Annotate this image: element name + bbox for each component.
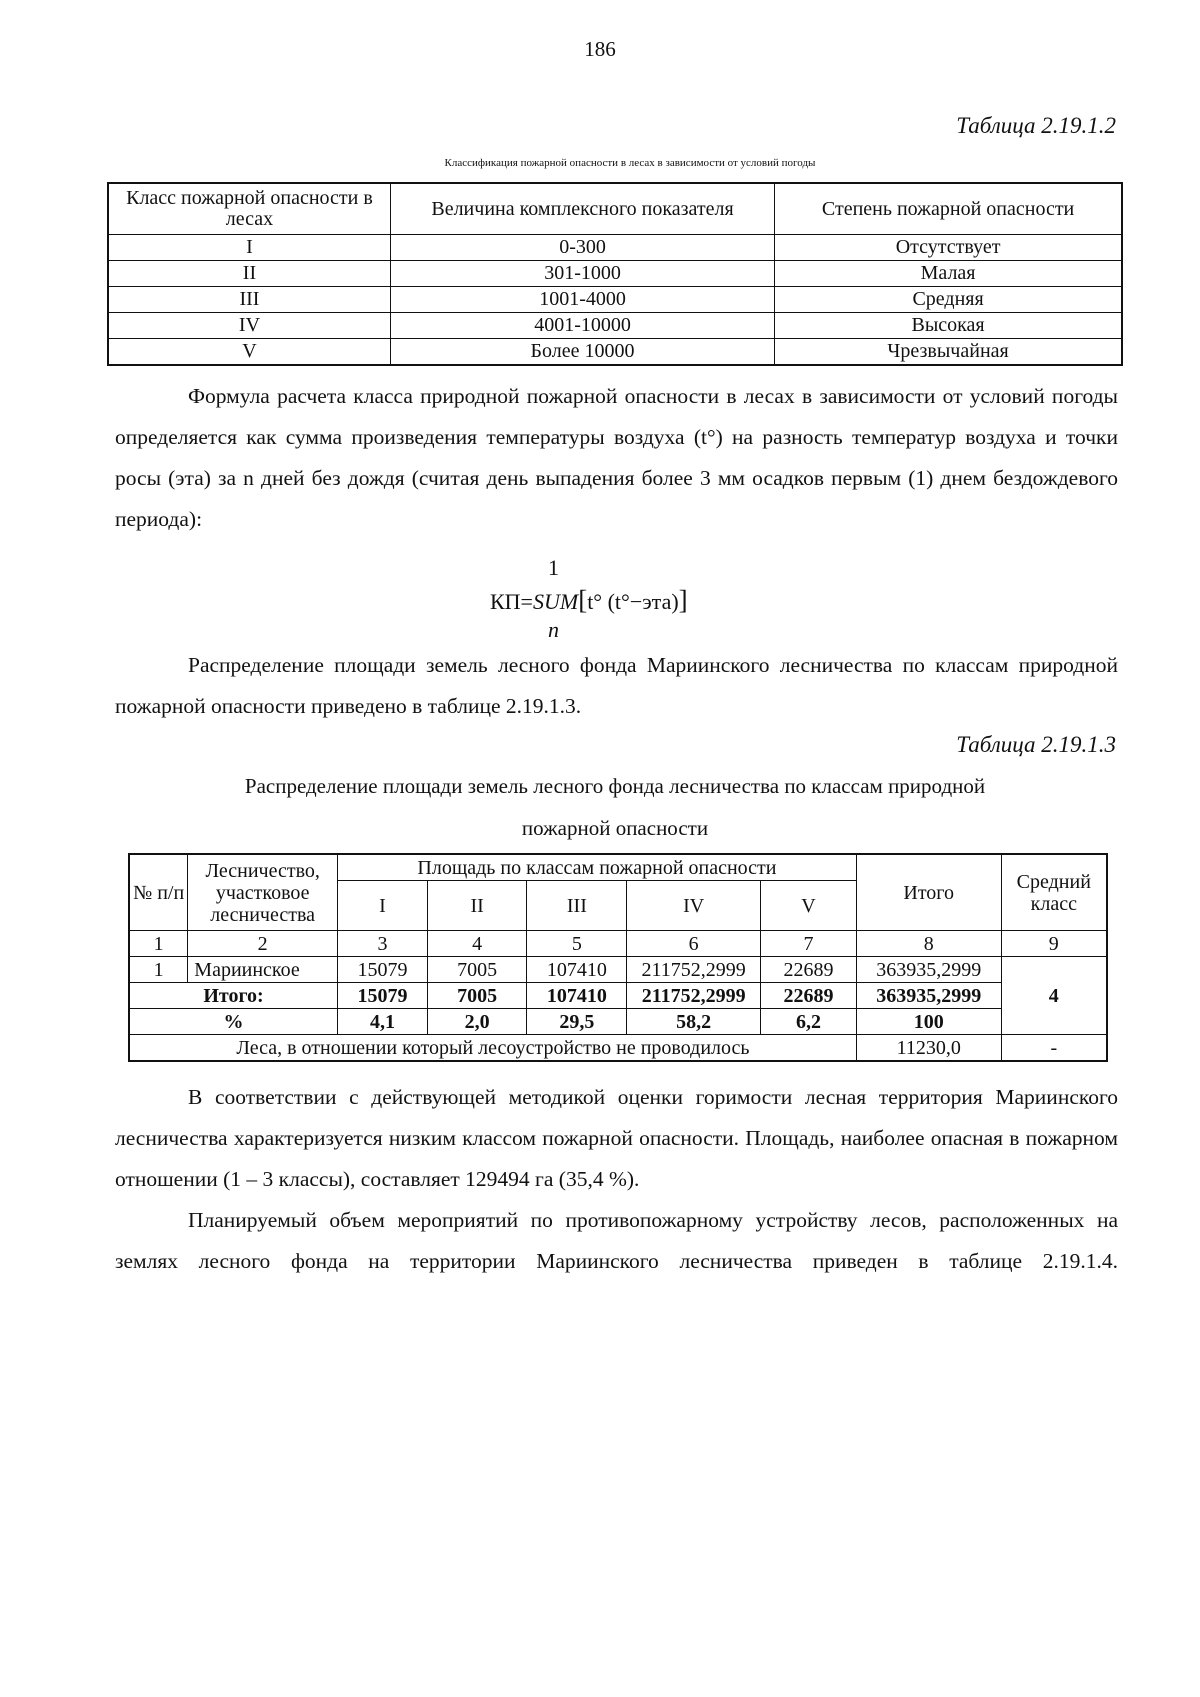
table-cell: 2,0 [427,1009,527,1035]
table-cell: 363935,2999 [856,957,1001,983]
header-cell: Величина комплексного показателя [390,183,774,235]
table-cell: 100 [856,1009,1001,1035]
table-header-row [108,183,1122,235]
table-cell: 3 [338,931,428,957]
table-cell: - [1001,1035,1107,1062]
table-cell: 4001-10000 [390,313,774,339]
table-cell: 301-1000 [390,261,774,287]
table-cell: II [108,261,390,287]
header-cell: V [761,881,857,931]
header-cell: III [527,881,627,931]
other-forests-row [129,1035,1107,1062]
table-caption: Таблица 2.19.1.2 [956,113,1116,138]
table-cell: Более 10000 [390,339,774,366]
table-cell: 4,1 [338,1009,428,1035]
table-row [108,313,1122,339]
table-cell: 211752,2999 [627,957,761,983]
table-cell: Мариинское [188,957,338,983]
table-cell: 6 [627,931,761,957]
table-row [108,261,1122,287]
table-cell: Малая [775,261,1122,287]
table-cell: 11230,0 [856,1035,1001,1062]
fire-danger-classification-table [107,182,1123,366]
table-cell: 15079 [338,983,428,1009]
paragraph-formula-description: Формула расчета класса природной пожарной опасности в лесах в зависимости от условий погоды определяется как сумма произведения температуры воздуха (t°) на разность температур воздуха и точки росы (эта) за n дней без дождя (считая день выпадения более 3 мм осадков первым (1) днем бездождевого периода): [115,384,1118,531]
table-title: Классификация пожарной опасности в лесах в зависимости от условий погоды [444,157,816,169]
table-cell: Высокая [775,313,1122,339]
table-cell: 58,2 [627,1009,761,1035]
table-cell: Чрезвычайная [775,339,1122,366]
paragraph-distribution: Распределение площади земель лесного фонда Мариинского лесничества по классам природной пожарной опасности приведено в таблице 2.19.1.3. [115,653,1118,718]
table-row [108,235,1122,261]
table-row [108,339,1122,366]
header-cell: II [427,881,527,931]
formula-lower: n [548,617,559,642]
table-cell: % [129,1009,338,1035]
table-cell: 4 [427,931,527,957]
percent-row [129,1009,1107,1035]
total-row [129,983,1107,1009]
table-cell: 7005 [427,983,527,1009]
table-cell: 4 [1001,957,1107,1035]
table-cell: Средняя [775,287,1122,313]
table-row [108,287,1122,313]
formula-sum: SUM [532,589,579,614]
table-cell: 211752,2999 [627,983,761,1009]
table-title-line: Распределение площади земель лесного фонда лесничества по классам природной [244,774,986,798]
table-cell: 1001-4000 [390,287,774,313]
header-cell: Степень пожарной опасности [775,183,1122,235]
table-cell: 1 [129,957,188,983]
table-title-line: пожарной опасности [521,816,709,840]
table-cell: 363935,2999 [856,983,1001,1009]
table-caption: Таблица 2.19.1.3 [956,732,1116,757]
bracket-open-icon: [ [578,585,588,615]
header-cell: Лесничество, участковое лесничества [188,854,338,931]
header-cell: Итого [856,854,1001,931]
table-cell: V [108,339,390,366]
table-cell: IV [108,313,390,339]
column-number-row [129,931,1107,957]
table-cell: III [108,287,390,313]
header-cell: IV [627,881,761,931]
table-cell: Леса, в отношении который лесоустройство не проводилось [129,1035,856,1062]
formula-lhs: КП= [490,589,533,614]
table-cell: 6,2 [761,1009,857,1035]
formula-upper: 1 [548,555,559,580]
table-cell: 107410 [527,957,627,983]
formula-main [490,585,688,616]
header-cell: Площадь по классам пожарной опасности [338,854,857,881]
table-cell: 2 [188,931,338,957]
page-number: 186 [584,37,616,61]
table-cell: 9 [1001,931,1107,957]
table-cell: 15079 [338,957,428,983]
table-cell: Отсутствует [775,235,1122,261]
table-cell: 107410 [527,983,627,1009]
table-cell: 7 [761,931,857,957]
formula-body: t° (t°−эта) [587,589,679,614]
table-cell: I [108,235,390,261]
header-cell: Класс пожарной опасности в лесах [108,183,390,235]
table-header-row [129,854,1107,881]
paragraph-planned-measures: Планируемый объем мероприятий по противопожарному устройству лесов, расположенных на землях лесного фонда на территории Мариинского лесничества приведен в таблице 2.19.1.4. [115,1208,1118,1273]
table-row [129,957,1107,983]
table-cell: 8 [856,931,1001,957]
header-cell: I [338,881,428,931]
table-cell: 0-300 [390,235,774,261]
table-cell: 7005 [427,957,527,983]
table-cell: 1 [129,931,188,957]
table-cell: 22689 [761,983,857,1009]
area-distribution-table [128,853,1108,1062]
table-cell: 5 [527,931,627,957]
header-cell: Средний класс [1001,854,1107,931]
paragraph-assessment: В соответствии с действующей методикой оценки горимости лесная территория Мариинского лесничества характеризуется низким классом пожарной опасности. Площадь, наиболее опасная в пожарном отношении (1 – 3 классы), составляет 129494 га (35,4 %). [115,1085,1118,1191]
table-cell: 29,5 [527,1009,627,1035]
table-cell: Итого: [129,983,338,1009]
header-cell: № п/п [129,854,188,931]
table-cell: 22689 [761,957,857,983]
bracket-close-icon: ] [678,585,688,615]
